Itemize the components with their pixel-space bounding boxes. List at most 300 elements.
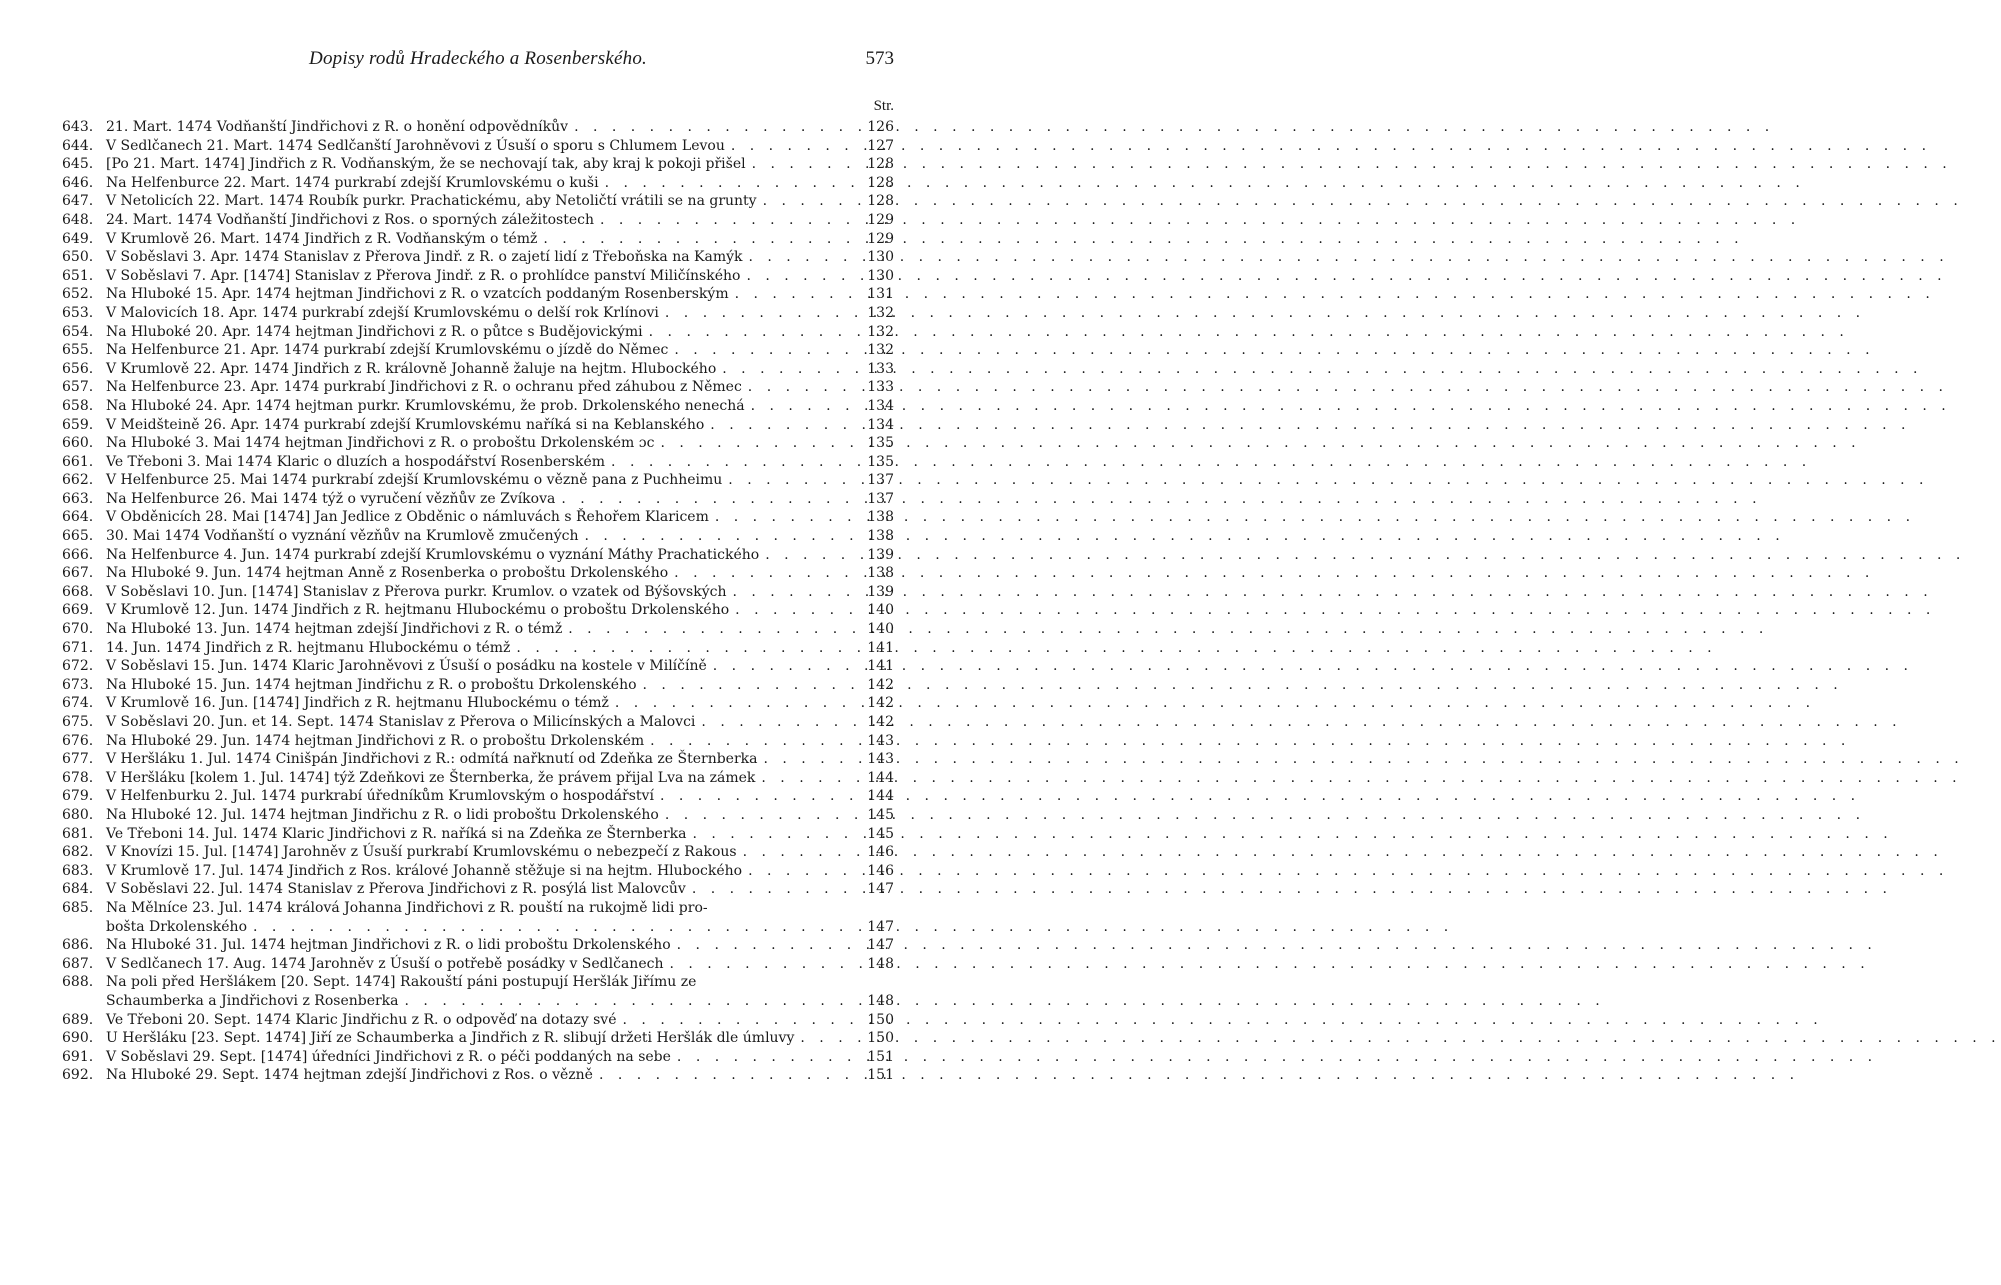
leader-dots	[537, 230, 858, 249]
entry-number: 673.	[62, 676, 94, 693]
leader-dots	[555, 490, 858, 509]
entry-text	[106, 471, 894, 490]
entry-text	[106, 397, 894, 416]
entry-page: 129	[867, 211, 894, 228]
toc-entry	[62, 657, 894, 676]
entry-page: 145	[867, 806, 894, 823]
leader-dots	[794, 1029, 858, 1048]
entry-text	[106, 192, 894, 211]
leader-dots	[594, 211, 858, 230]
entry-number: 657.	[62, 379, 94, 396]
leader-dots	[605, 453, 858, 472]
entry-description: Na Hluboké 15. Apr. 1474 hejtman Jindřichovi z R. o vzatcích poddaným Rosenberským	[106, 286, 729, 303]
toc-entry	[62, 806, 894, 825]
toc-entry	[62, 955, 894, 974]
entry-page: 134	[867, 397, 894, 414]
entry-number: 674.	[62, 695, 94, 712]
entry-text	[106, 174, 894, 193]
entry-text	[106, 527, 894, 546]
entry-page: 141	[867, 639, 894, 656]
entry-page: 132	[867, 323, 894, 340]
toc-entry	[62, 601, 894, 620]
entry-page: 139	[867, 546, 894, 563]
entry-description: Schaumberka a Jindřichovi z Rosenberka	[106, 992, 399, 1009]
entry-text	[106, 118, 894, 137]
entry-page: 143	[867, 732, 894, 749]
toc-entry	[62, 843, 894, 862]
toc-entry	[62, 341, 894, 360]
entry-page: 137	[867, 490, 894, 507]
entry-number: 663.	[62, 490, 94, 507]
entry-description: V Soběslavi 15. Jun. 1474 Klaric Jarohněvovi z Úsuší o posádku na kostele v Milíčíně	[106, 658, 707, 675]
entry-text	[106, 267, 894, 286]
leader-dots	[709, 508, 858, 527]
entry-page: 142	[867, 676, 894, 693]
entry-page: 128	[867, 193, 894, 210]
entry-page: 151	[867, 1067, 894, 1084]
entry-description: V Sedlčanech 17. Aug. 1474 Jarohněv z Úsuší o potřebě posádky v Sedlčanech	[106, 955, 664, 972]
toc-entry	[62, 1048, 894, 1067]
entry-number: 653.	[62, 304, 94, 321]
entry-page: 141	[867, 658, 894, 675]
table-of-contents	[62, 118, 894, 1085]
toc-entry	[62, 769, 894, 788]
entry-text	[106, 211, 894, 230]
toc-entry	[62, 434, 894, 453]
entry-description: V Krumlově 12. Jun. 1474 Jindřich z R. hejtmanu Hlubockému o proboštu Drkolenského	[106, 602, 730, 619]
toc-entry	[62, 285, 894, 304]
toc-entry	[62, 378, 894, 397]
entry-description: V Soběslavi 10. Jun. [1474] Stanislav z Přerova purkr. Krumlov. o vzatek od Býšovských	[106, 583, 727, 600]
entry-page: 147	[867, 918, 894, 935]
leader-dots	[686, 880, 858, 899]
entry-description: 30. Mai 1474 Vodňanští o vyznání vězňův na Krumlově zmučených	[106, 528, 579, 545]
entry-description: Na Hluboké 24. Apr. 1474 hejtman purkr. Krumlovskému, že prob. Drkolenského nenechá	[106, 397, 745, 414]
running-head	[62, 48, 894, 72]
toc-entry	[62, 732, 894, 751]
entry-text	[106, 750, 894, 769]
entry-text	[106, 601, 894, 620]
entry-text	[106, 955, 894, 974]
leader-dots	[722, 471, 858, 490]
leader-dots	[668, 341, 858, 360]
entry-text	[106, 825, 894, 844]
entry-text	[106, 508, 894, 527]
entry-number: 687.	[62, 955, 94, 972]
leader-dots	[399, 992, 858, 1011]
entry-text	[106, 490, 894, 509]
entry-description: V Sedlčanech 21. Mart. 1474 Sedlčanští Jarohněvovi z Úsuší o sporu s Chlumem Levou	[106, 137, 725, 154]
entry-description: Na Hluboké 12. Jul. 1474 hejtman Jindřichu z R. o lidi proboštu Drkolenského	[106, 806, 659, 823]
entry-number: 680.	[62, 806, 94, 823]
entry-number: 665.	[62, 528, 94, 545]
entry-description: Na Helfenburce 21. Apr. 1474 purkrabí zdejší Krumlovskému o jízdě do Němec	[106, 342, 669, 359]
toc-entry	[62, 211, 894, 230]
entry-description: Na Helfenburce 26. Mai 1474 týž o vyručení vězňův ze Zvíkova	[106, 490, 556, 507]
entry-text	[106, 285, 894, 304]
entry-text	[106, 936, 894, 955]
entry-page: 144	[867, 769, 894, 786]
toc-entry	[62, 787, 894, 806]
entry-description: 14. Jun. 1474 Jindřich z R. hejtmanu Hlubockému o témž	[106, 639, 511, 656]
entry-description: Ve Třeboni 14. Jul. 1474 Klaric Jindřichovi z R. naříká si na Zdeňka ze Šternberka	[106, 825, 687, 842]
entry-text	[106, 1011, 894, 1030]
entry-page: 145	[867, 825, 894, 842]
entry-page: 129	[867, 230, 894, 247]
entry-description: Na Hluboké 29. Jun. 1474 hejtman Jindřichovi z R. o proboštu Drkolenském	[106, 732, 645, 749]
leader-dots	[716, 360, 858, 379]
toc-entry	[62, 620, 894, 639]
entry-page: 133	[867, 379, 894, 396]
entry-text	[106, 230, 894, 249]
entry-text	[106, 620, 894, 639]
entry-number: 669.	[62, 602, 94, 619]
entry-number: 692.	[62, 1067, 94, 1084]
entry-page: 138	[867, 528, 894, 545]
toc-entry	[62, 192, 894, 211]
entry-description: V Soběslavi 22. Jul. 1474 Stanislav z Přerova Jindřichovi z R. posýlá list Malovcův	[106, 881, 686, 898]
entry-page: 138	[867, 565, 894, 582]
entry-page: 150	[867, 1030, 894, 1047]
entry-number: 676.	[62, 732, 94, 749]
entry-description: V Obděnicích 28. Mai [1474] Jan Jedlice z Obděnic o námluvách s Řehořem Klaricem	[106, 509, 709, 526]
entry-description: V Krumlově 17. Jul. 1474 Jindřich z Ros. králové Johanně stěžuje si na hejtm. Hlubockého	[106, 862, 743, 879]
entry-description: Na Helfenburce 22. Mart. 1474 purkrabí zdejší Krumlovskému o kuši	[106, 174, 599, 191]
entry-number: 648.	[62, 211, 94, 228]
entry-number: 675.	[62, 714, 94, 730]
leader-dots	[593, 1066, 858, 1085]
leader-dots	[510, 639, 858, 658]
leader-dots	[643, 323, 858, 342]
entry-page: 147	[867, 937, 894, 954]
entry-text	[106, 694, 894, 713]
entry-description: V Meidšteině 26. Apr. 1474 purkrabí zdejší Krumlovskému naříká si na Keblanského	[106, 416, 705, 433]
entry-text	[106, 304, 894, 323]
entry-description: Na Helfenburce 4. Jun. 1474 purkrabí zdejší Krumlovskému o vyznání Máthy Prachatického	[106, 546, 760, 563]
entry-text	[106, 248, 894, 267]
entry-number: 671.	[62, 639, 94, 656]
entry-description: V Netolicích 22. Mart. 1474 Roubík purkr. Prachatickému, aby Netoličtí vrátili se na grunty	[106, 193, 757, 210]
entry-number: 668.	[62, 583, 94, 600]
toc-entry	[62, 676, 894, 695]
entry-page: 127	[867, 137, 894, 154]
entry-page: 134	[867, 416, 894, 433]
entry-number: 686.	[62, 937, 94, 954]
entry-text	[106, 564, 894, 583]
entry-page: 142	[867, 695, 894, 712]
leader-dots	[562, 620, 858, 639]
entry-text	[106, 434, 894, 453]
page-number: 573	[865, 48, 894, 69]
entry-number: 678.	[62, 769, 94, 786]
entry-number: 655.	[62, 342, 94, 359]
toc-entry	[62, 248, 894, 267]
leader-dots	[737, 843, 858, 862]
leader-dots	[617, 1011, 858, 1030]
toc-entry	[62, 639, 894, 658]
entry-number: 645.	[62, 156, 94, 173]
entry-number: 667.	[62, 565, 94, 582]
entry-number: 646.	[62, 174, 94, 191]
entry-page: 151	[867, 1048, 894, 1065]
entry-description: V Helfenburku 2. Jul. 1474 purkrabí úředníkům Krumlovským o hospodářství	[106, 788, 654, 805]
toc-entry	[62, 899, 894, 936]
toc-entry	[62, 1011, 894, 1030]
leader-dots	[668, 564, 858, 583]
entry-number: 670.	[62, 621, 94, 638]
toc-entry	[62, 750, 894, 769]
entry-page: 130	[867, 267, 894, 284]
toc-entry	[62, 490, 894, 509]
entry-text	[106, 416, 894, 435]
entry-text	[106, 639, 894, 658]
entry-page: 135	[867, 435, 894, 452]
leader-dots	[637, 676, 858, 695]
entry-page: 148	[867, 955, 894, 972]
entry-description: bošta Drkolenského	[106, 918, 248, 935]
entry-number: 691.	[62, 1048, 94, 1065]
entry-text	[106, 341, 894, 360]
entry-text	[106, 1048, 894, 1067]
leader-dots	[654, 434, 858, 453]
entry-description: 21. Mart. 1474 Vodňanští Jindřichovi z R. o honění odpovědníkův	[106, 119, 569, 135]
entry-page: 146	[867, 862, 894, 879]
entry-number: 682.	[62, 844, 94, 861]
toc-entry	[62, 694, 894, 713]
toc-entry	[62, 267, 894, 286]
entry-page: 143	[867, 751, 894, 768]
entry-description: Na Hluboké 29. Sept. 1474 hejtman zdejší Jindřichovi z Ros. o vězně	[106, 1067, 593, 1084]
entry-text	[106, 323, 894, 342]
leader-dots	[742, 862, 858, 881]
entry-description: V Malovicích 18. Apr. 1474 purkrabí zdejší Krumlovskému o delší rok Krlínovi	[106, 304, 659, 321]
entry-page: 140	[867, 602, 894, 619]
entry-number: 643.	[62, 119, 94, 135]
entry-number: 660.	[62, 435, 94, 452]
toc-entry	[62, 137, 894, 156]
entry-description: Na Hluboké 13. Jun. 1474 hejtman zdejší Jindřichovi z R. o témž	[106, 621, 563, 638]
entry-page: 139	[867, 583, 894, 600]
toc-entry	[62, 713, 894, 732]
entry-page: 144	[867, 788, 894, 805]
entry-number: 688.	[62, 974, 94, 991]
entry-description: U Heršláku [23. Sept. 1474] Jiří ze Schaumberka a Jindřich z R. slibují držeti Heršlák dle úmluvy	[106, 1030, 795, 1047]
leader-dots	[746, 155, 858, 174]
entry-description: Na Hluboké 15. Jun. 1474 hejtman Jindřichu z R. o proboštu Drkolenského	[106, 676, 637, 693]
entry-description: Na Hluboké 9. Jun. 1474 hejtman Anně z Rosenberka o proboštu Drkolenského	[106, 565, 669, 582]
toc-entry	[62, 230, 894, 249]
entry-description: Na poli před Heršlákem [20. Sept. 1474] Rakouští páni postupují Heršlák Jiřímu ze	[106, 974, 697, 991]
entry-description: V Helfenburce 25. Mai 1474 purkrabí zdejší Krumlovskému o vězně pana z Puchheimu	[106, 472, 723, 489]
leader-dots	[663, 955, 858, 974]
entry-page: 133	[867, 360, 894, 377]
entry-description: V Soběslavi 29. Sept. [1474] úředníci Jindřichovi z R. o péči poddaných na sebe	[106, 1048, 671, 1065]
entry-number: 649.	[62, 230, 94, 247]
leader-dots	[659, 806, 858, 825]
entry-description: Na Hluboké 31. Jul. 1474 hejtman Jindřichovi z R. o lidi proboštu Drkolenského	[106, 937, 671, 954]
toc-entry	[62, 564, 894, 583]
toc-entry	[62, 546, 894, 565]
entry-description: Na Mělníce 23. Jul. 1474 králová Johanna Jindřichovi z R. pouští na rukojmě lidi pro-	[106, 899, 708, 916]
entry-page: 137	[867, 472, 894, 489]
entry-text	[106, 1066, 894, 1085]
leader-dots	[568, 118, 858, 137]
entry-text	[106, 583, 894, 602]
leader-dots	[729, 285, 858, 304]
leader-dots	[757, 192, 858, 211]
leader-dots	[654, 787, 858, 806]
entry-number: 689.	[62, 1011, 94, 1028]
leader-dots	[578, 527, 858, 546]
entry-text	[106, 546, 894, 565]
leader-dots	[740, 267, 858, 286]
toc-entry	[62, 1066, 894, 1085]
leader-dots	[671, 1048, 858, 1067]
leader-dots	[759, 546, 858, 565]
entry-page: 131	[867, 286, 894, 303]
entry-number: 650.	[62, 249, 94, 266]
entry-description: V Krumlově 22. Apr. 1474 Jindřich z R. královně Johanně žaluje na hejtm. Hlubockého	[106, 360, 717, 377]
entry-description: V Heršláku 1. Jul. 1474 Cinišpán Jindřichovi z R.: odmítá nařknutí od Zdeňka ze Šternberka	[106, 751, 758, 768]
leader-dots	[644, 732, 858, 751]
entry-number: 659.	[62, 416, 94, 433]
leader-dots	[599, 174, 858, 193]
entry-text	[106, 657, 894, 676]
entry-description: 24. Mart. 1474 Vodňanští Jindřichovi z Ros. o sporných záležitostech	[106, 211, 594, 228]
entry-text	[106, 843, 894, 862]
entry-number: 647.	[62, 193, 94, 210]
toc-entry	[62, 323, 894, 342]
entry-number: 644.	[62, 137, 94, 154]
entry-page: 132	[867, 304, 894, 321]
leader-dots	[659, 304, 858, 323]
entry-number: 685.	[62, 899, 94, 916]
entry-text	[106, 378, 894, 397]
toc-entry	[62, 973, 894, 1010]
entry-number: 677.	[62, 751, 94, 768]
running-title: Dopisy rodů Hradeckého a Rosenberského.	[309, 48, 647, 69]
entry-description: V Soběslavi 7. Apr. [1474] Stanislav z Přerova Jindř. z R. o prohlídce panství Miličínského	[106, 267, 741, 284]
entry-page: 135	[867, 453, 894, 470]
entry-text	[106, 676, 894, 695]
entry-text	[106, 1029, 894, 1048]
toc-entry	[62, 1029, 894, 1048]
leader-dots	[671, 936, 858, 955]
leader-dots	[758, 750, 859, 769]
entry-description: V Knovízi 15. Jul. [1474] Jarohněv z Úsuší purkrabí Krumlovskému o nebezpečí z Rakous	[106, 844, 737, 861]
toc-entry	[62, 936, 894, 955]
toc-entry	[62, 527, 894, 546]
entry-number: 679.	[62, 788, 94, 805]
toc-entry	[62, 880, 894, 899]
entry-text	[106, 137, 894, 156]
entry-page: 130	[867, 249, 894, 266]
toc-entry	[62, 583, 894, 602]
page-column-heading: Str.	[873, 98, 894, 114]
entry-description: V Soběslavi 3. Apr. 1474 Stanislav z Přerova Jindř. z R. o zajetí lidí z Třeboňska na Kamýk	[106, 249, 743, 266]
entry-text	[106, 862, 894, 881]
leader-dots	[726, 583, 858, 602]
toc-entry	[62, 155, 894, 174]
toc-entry	[62, 416, 894, 435]
entry-description: Ve Třeboni 20. Sept. 1474 Klaric Jindřichu z R. o odpověď na dotazy své	[106, 1011, 617, 1028]
entry-text	[106, 880, 894, 899]
entry-number: 684.	[62, 881, 94, 898]
entry-page: 146	[867, 844, 894, 861]
entry-number: 681.	[62, 825, 94, 842]
entry-number: 683.	[62, 862, 94, 879]
toc-entry	[62, 397, 894, 416]
leader-dots	[247, 918, 858, 937]
leader-dots	[745, 397, 858, 416]
entry-text	[106, 155, 894, 174]
toc-entry	[62, 118, 894, 137]
leader-dots	[695, 713, 858, 732]
entry-description: Na Helfenburce 23. Apr. 1474 purkrabí Jindřichovi z R. o ochranu před záhubou z Němec	[106, 379, 742, 396]
entry-page: 128	[867, 156, 894, 173]
entry-number: 690.	[62, 1030, 94, 1047]
entry-description: V Heršláku [kolem 1. Jul. 1474] týž Zdeňkovi ze Šternberka, že právem přijal Lva na zámek	[106, 769, 756, 786]
leader-dots	[687, 825, 859, 844]
entry-number: 656.	[62, 360, 94, 377]
toc-entry	[62, 304, 894, 323]
toc-entry	[62, 360, 894, 379]
leader-dots	[742, 248, 858, 267]
entry-description: V Krumlově 26. Mart. 1474 Jindřich z R. Vodňanským o témž	[106, 230, 538, 247]
leader-dots	[609, 694, 858, 713]
entry-description: V Soběslavi 20. Jun. et 14. Sept. 1474 Stanislav z Přerova o Milicínských a Malovci	[106, 714, 696, 730]
toc-entry	[62, 862, 894, 881]
entry-text	[106, 769, 894, 788]
toc-entry	[62, 508, 894, 527]
entry-page: 126	[867, 119, 894, 135]
leader-dots	[704, 416, 858, 435]
entry-text	[106, 787, 894, 806]
entry-number: 651.	[62, 267, 94, 284]
entry-description: V Krumlově 16. Jun. [1474] Jindřich z R. hejtmanu Hlubockému o témž	[106, 695, 609, 712]
entry-page: 132	[867, 342, 894, 359]
entry-text	[106, 713, 894, 732]
entry-description: Na Hluboké 20. Apr. 1474 hejtman Jindřichovi z R. o půtce s Budějovickými	[106, 323, 643, 340]
entry-page: 148	[867, 992, 894, 1009]
toc-entry	[62, 825, 894, 844]
entry-description: [Po 21. Mart. 1474] Jindřich z R. Vodňanským, že se nechovají tak, aby kraj k pokoji přišel	[106, 156, 746, 173]
entry-text	[106, 973, 894, 1010]
leader-dots	[755, 769, 858, 788]
toc-entry	[62, 471, 894, 490]
leader-dots	[729, 601, 858, 620]
leader-dots	[707, 657, 858, 676]
entry-page: 138	[867, 509, 894, 526]
entry-number: 654.	[62, 323, 94, 340]
entry-number: 672.	[62, 658, 94, 675]
entry-page: 128	[867, 174, 894, 191]
entry-number: 666.	[62, 546, 94, 563]
entry-description: Ve Třeboni 3. Mai 1474 Klaric o dluzích a hospodářství Rosenberském	[106, 453, 606, 470]
toc-entry	[62, 453, 894, 472]
entry-number: 658.	[62, 397, 94, 414]
entry-description: Na Hluboké 3. Mai 1474 hejtman Jindřichovi z R. o proboštu Drkolenském ɔc	[106, 435, 655, 452]
entry-number: 661.	[62, 453, 94, 470]
entry-text	[106, 732, 894, 751]
entry-text	[106, 806, 894, 825]
leader-dots	[725, 137, 858, 156]
entry-page: 150	[867, 1011, 894, 1028]
entry-number: 664.	[62, 509, 94, 526]
entry-page: 140	[867, 621, 894, 638]
leader-dots	[742, 378, 858, 397]
entry-page: 147	[867, 881, 894, 898]
